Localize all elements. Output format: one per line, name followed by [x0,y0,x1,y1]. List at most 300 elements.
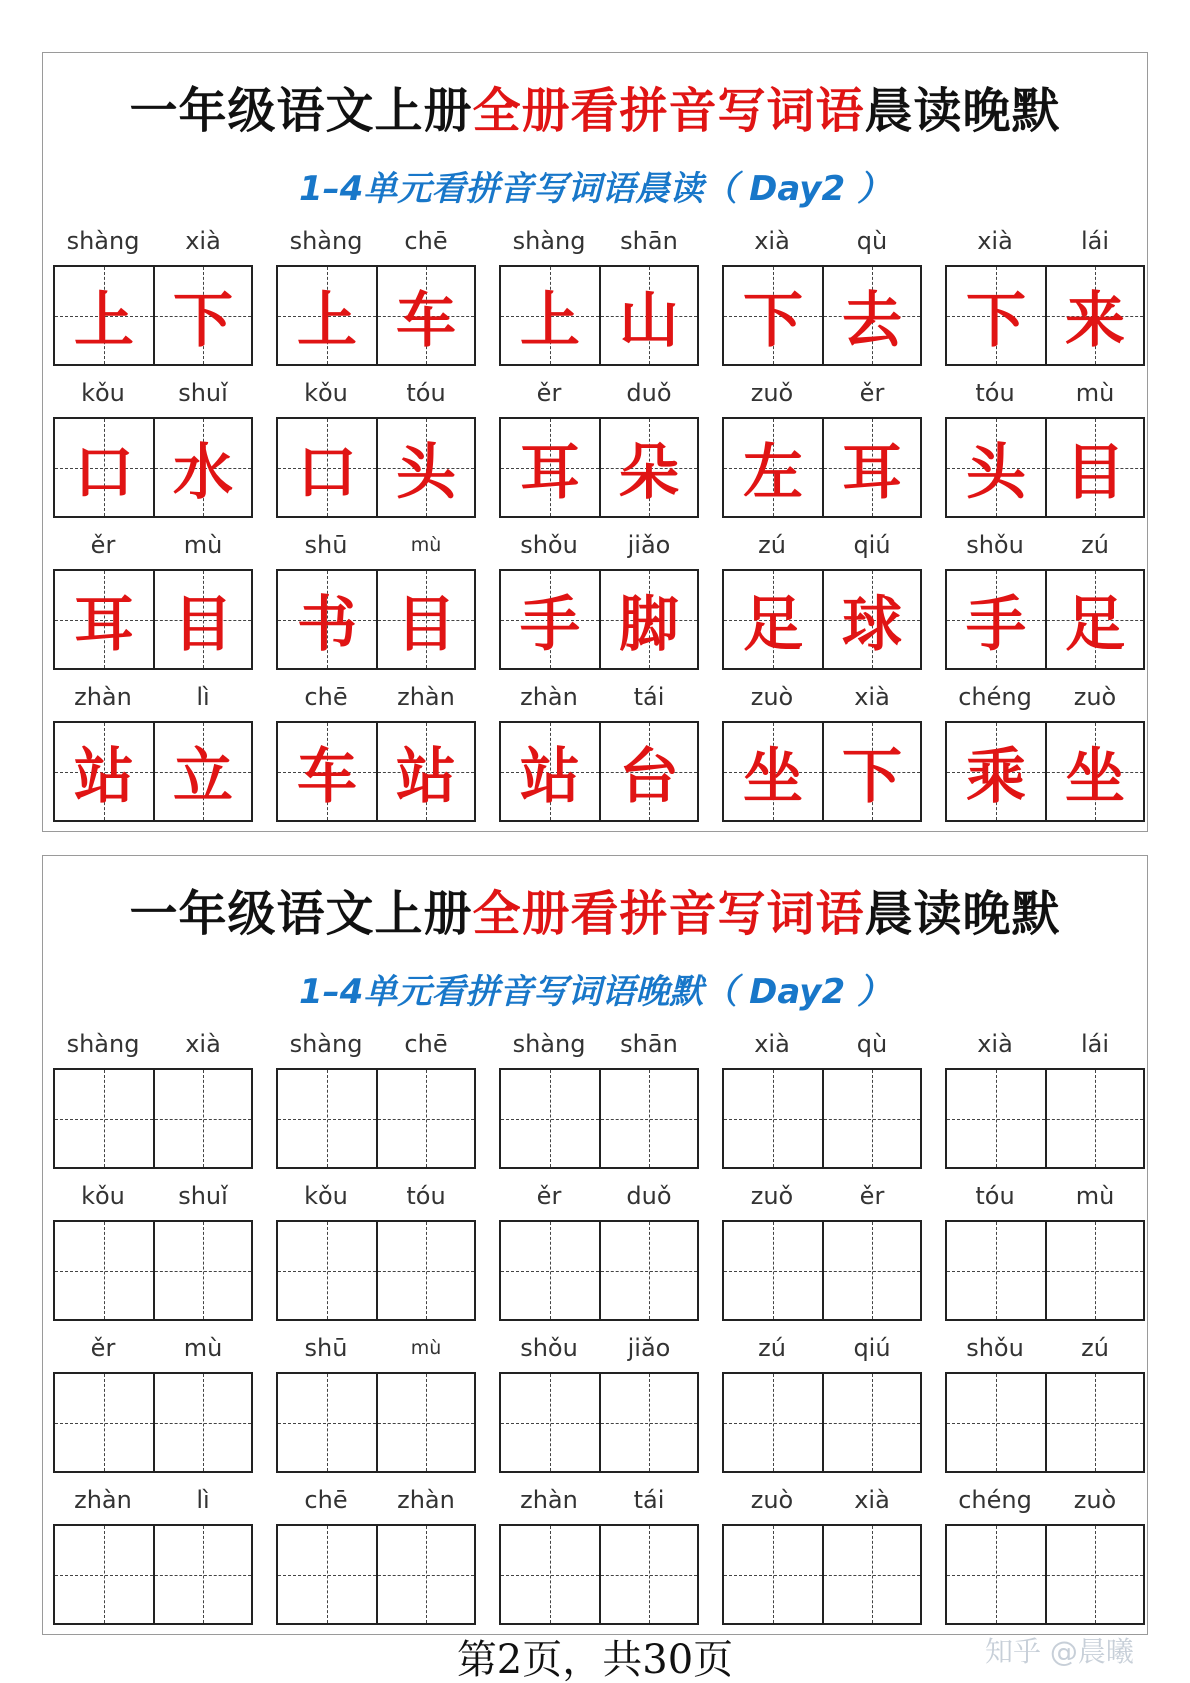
hanzi-character: 坐 [1065,741,1125,812]
pinyin-syllable: tóu [406,379,446,407]
tianzige-pair [722,1372,922,1473]
hanzi-character: 去 [842,285,902,356]
pinyin-syllable: chéng [958,683,1032,711]
word-cell [53,373,253,519]
pinyin-syllable: qiú [853,531,891,559]
tianzige-box [278,267,376,364]
word-cell [499,677,699,823]
pinyin-syllable: chéng [958,1486,1032,1514]
hanzi-character: 下 [173,285,233,356]
pinyin-syllable: xià [185,1030,221,1058]
tianzige-box[interactable] [376,1526,474,1623]
pinyin-syllable: jiǎo [627,531,671,559]
pinyin-syllable: xià [854,683,890,711]
pinyin-syllable: shàng [66,227,140,255]
tianzige-box[interactable] [822,1070,920,1167]
tianzige-pair [722,1068,922,1169]
tianzige-box[interactable] [376,1374,474,1471]
word-cell [276,525,476,671]
word-grid [53,1024,1143,1630]
tianzige-pair [945,265,1145,366]
word-cell [722,1328,922,1474]
word-cell [722,1024,922,1170]
word-cell [945,1176,1145,1322]
hanzi-character: 站 [520,741,580,812]
pinyin-syllable: mù [1075,379,1115,407]
hanzi-character: 手 [966,589,1026,660]
tianzige-box [724,419,822,516]
word-cell [945,1024,1145,1170]
pinyin-row [276,1328,476,1368]
tianzige-box[interactable] [947,1222,1045,1319]
tianzige-box[interactable] [153,1374,251,1471]
hanzi-character: 目 [173,589,233,660]
pinyin-syllable: mù [1075,1182,1115,1210]
sheet-subtitle: 1–4单元看拼音写词语晚默（ Day2 ） [299,972,891,1012]
word-cell [722,1176,922,1322]
hanzi-character: 车 [297,741,357,812]
pinyin-syllable: shuǐ [178,379,228,407]
word-cell [499,1480,699,1626]
word-grid [53,221,1143,827]
pinyin-syllable: xià [854,1486,890,1514]
page-number: 第2页，共30页 [456,1637,734,1683]
tianzige-box [599,419,697,516]
pinyin-row [53,1024,253,1064]
pinyin-row [53,677,253,717]
pinyin-row [722,221,922,261]
tianzige-pair [499,1372,699,1473]
pinyin-syllable: shū [304,531,348,559]
tianzige-box[interactable] [724,1526,822,1623]
pinyin-row [945,677,1145,717]
pinyin-syllable: zhàn [520,1486,578,1514]
word-cell [722,1480,922,1626]
sheet-title [43,884,1147,944]
tianzige-box [376,267,474,364]
pinyin-row [53,1328,253,1368]
hanzi-character: 球 [842,589,902,660]
pinyin-syllable: zú [758,531,786,559]
pinyin-row [945,525,1145,565]
pinyin-syllable: tóu [406,1182,446,1210]
pinyin-syllable: qù [856,227,888,255]
pinyin-row [722,677,922,717]
title-prefix: 一年级语文上册 [129,886,473,942]
pinyin-syllable: duǒ [626,379,672,407]
hanzi-character: 上 [297,285,357,356]
word-cell [722,373,922,519]
hanzi-character: 口 [297,437,357,508]
pinyin-syllable: kǒu [81,1182,125,1210]
hanzi-character: 手 [520,589,580,660]
tianzige-box [55,267,153,364]
pinyin-syllable: zhàn [74,1486,132,1514]
pinyin-syllable: ěr [536,379,562,407]
tianzige-box[interactable] [1045,1070,1143,1167]
tianzige-pair [499,1524,699,1625]
hanzi-character: 乘 [966,741,1026,812]
pinyin-row [499,525,699,565]
pinyin-row [722,1480,922,1520]
hanzi-character: 山 [619,285,679,356]
pinyin-syllable: xià [754,1030,790,1058]
tianzige-box[interactable] [501,1526,599,1623]
tianzige-box[interactable] [947,1070,1045,1167]
word-cell [276,221,476,367]
pinyin-row [945,1176,1145,1216]
tianzige-pair [722,265,922,366]
pinyin-syllable: shǒu [520,1334,578,1362]
tianzige-pair [722,569,922,670]
tianzige-box [947,419,1045,516]
tianzige-box [599,723,697,820]
pinyin-syllable: zuǒ [750,379,794,407]
tianzige-box[interactable] [947,1526,1045,1623]
hanzi-character: 口 [74,437,134,508]
tianzige-box[interactable] [724,1070,822,1167]
pinyin-syllable: zuò [750,683,794,711]
tianzige-box[interactable] [501,1070,599,1167]
tianzige-box[interactable] [599,1526,697,1623]
pinyin-row [499,373,699,413]
tianzige-pair [499,417,699,518]
tianzige-box [153,723,251,820]
word-cell [945,373,1145,519]
pinyin-syllable: zú [758,1334,786,1362]
word-cell [53,1480,253,1626]
tianzige-pair [276,1524,476,1625]
pinyin-syllable: zhàn [397,683,455,711]
pinyin-syllable: zhàn [397,1486,455,1514]
tianzige-pair [499,721,699,822]
pinyin-syllable: shān [620,227,678,255]
pinyin-row [499,1176,699,1216]
hanzi-character: 水 [173,437,233,508]
tianzige-pair [722,1220,922,1321]
hanzi-character: 左 [743,437,803,508]
hanzi-character: 下 [966,285,1026,356]
pinyin-syllable: xià [977,227,1013,255]
hanzi-character: 来 [1065,285,1125,356]
word-cell [945,525,1145,671]
hanzi-character: 台 [619,741,679,812]
pinyin-row [276,525,476,565]
pinyin-syllable: kǒu [304,379,348,407]
pinyin-syllable: ěr [859,1182,885,1210]
sheet-subtitle: 1–4单元看拼音写词语晨读（ Day2 ） [299,169,891,209]
hanzi-character: 耳 [520,437,580,508]
hanzi-character: 脚 [619,589,679,660]
pinyin-syllable: ěr [90,1334,116,1362]
hanzi-character: 下 [842,741,902,812]
pinyin-syllable: zuǒ [750,1182,794,1210]
tianzige-box[interactable] [153,1070,251,1167]
tianzige-box [724,267,822,364]
pinyin-syllable: zuò [1073,683,1117,711]
pinyin-syllable: zú [1081,531,1109,559]
hanzi-character: 上 [520,285,580,356]
pinyin-syllable: shàng [512,227,586,255]
tianzige-box [1045,267,1143,364]
tianzige-box[interactable] [55,1526,153,1623]
tianzige-pair [276,1068,476,1169]
word-cell [499,1024,699,1170]
word-cell [53,1328,253,1474]
hanzi-character: 站 [74,741,134,812]
pinyin-syllable: shǒu [966,1334,1024,1362]
word-cell [499,525,699,671]
hanzi-character: 上 [74,285,134,356]
pinyin-row [722,373,922,413]
tianzige-box [822,571,920,668]
tianzige-box [822,723,920,820]
tianzige-pair [53,417,253,518]
pinyin-syllable: shàng [512,1030,586,1058]
hanzi-character: 站 [396,741,456,812]
tianzige-pair [945,1524,1145,1625]
tianzige-pair [499,1220,699,1321]
tianzige-box [55,419,153,516]
tianzige-box[interactable] [376,1070,474,1167]
pinyin-row [722,1328,922,1368]
pinyin-syllable: chē [304,1486,348,1514]
tianzige-pair [722,417,922,518]
tianzige-pair [945,721,1145,822]
pinyin-syllable: mù [410,534,442,556]
tianzige-pair [945,1068,1145,1169]
word-cell [945,677,1145,823]
pinyin-row [276,373,476,413]
tianzige-box [501,267,599,364]
tianzige-box[interactable] [1045,1374,1143,1471]
pinyin-syllable: lì [196,683,210,711]
pinyin-row [276,221,476,261]
tianzige-box [822,267,920,364]
tianzige-box [599,571,697,668]
word-cell [945,1328,1145,1474]
pinyin-syllable: shān [620,1030,678,1058]
tianzige-box[interactable] [55,1222,153,1319]
tianzige-pair [499,265,699,366]
tianzige-box[interactable] [822,1526,920,1623]
pinyin-row [722,1024,922,1064]
pinyin-row [53,525,253,565]
word-cell [276,1176,476,1322]
tianzige-box [153,419,251,516]
pinyin-row [945,1328,1145,1368]
word-cell [53,1024,253,1170]
tianzige-box [947,571,1045,668]
pinyin-row [945,221,1145,261]
tianzige-pair [276,721,476,822]
tianzige-box [153,571,251,668]
tianzige-box[interactable] [599,1222,697,1319]
tianzige-box[interactable] [724,1374,822,1471]
tianzige-box[interactable] [822,1222,920,1319]
pinyin-row [276,677,476,717]
pinyin-syllable: lái [1080,1030,1110,1058]
word-cell [499,1328,699,1474]
tianzige-box[interactable] [153,1526,251,1623]
tianzige-box [278,723,376,820]
tianzige-box[interactable] [822,1374,920,1471]
pinyin-row [276,1024,476,1064]
word-cell [722,525,922,671]
tianzige-pair [945,569,1145,670]
pinyin-syllable: duǒ [626,1182,672,1210]
tianzige-box [724,571,822,668]
pinyin-syllable: chē [404,1030,448,1058]
pinyin-row [53,1176,253,1216]
sheet-title [43,81,1147,141]
pinyin-row [276,1480,476,1520]
tianzige-box[interactable] [599,1070,697,1167]
word-cell [722,221,922,367]
hanzi-character: 车 [396,285,456,356]
pinyin-syllable: xià [754,227,790,255]
tianzige-box[interactable] [55,1070,153,1167]
pinyin-row [499,221,699,261]
tianzige-box[interactable] [599,1374,697,1471]
pinyin-row [722,525,922,565]
pinyin-row [53,221,253,261]
pinyin-syllable: qù [856,1030,888,1058]
tianzige-box [1045,571,1143,668]
pinyin-syllable: kǒu [81,379,125,407]
tianzige-pair [722,1524,922,1625]
tianzige-box [278,419,376,516]
pinyin-row [499,1328,699,1368]
pinyin-syllable: zuò [1073,1486,1117,1514]
hanzi-character: 头 [966,437,1026,508]
hanzi-character: 坐 [743,741,803,812]
hanzi-character: 目 [1065,437,1125,508]
pinyin-row [499,1480,699,1520]
word-cell [722,677,922,823]
word-cell [276,1480,476,1626]
tianzige-pair [945,417,1145,518]
tianzige-pair [53,1068,253,1169]
pinyin-syllable: ěr [90,531,116,559]
pinyin-syllable: tóu [975,1182,1015,1210]
word-cell [53,677,253,823]
word-cell [53,1176,253,1322]
evening-dictation-sheet [42,855,1148,1635]
tianzige-box [947,723,1045,820]
word-cell [276,677,476,823]
pinyin-row [499,677,699,717]
tianzige-box [947,267,1045,364]
hanzi-character: 朵 [619,437,679,508]
hanzi-character: 耳 [74,589,134,660]
tianzige-box[interactable] [278,1374,376,1471]
pinyin-syllable: tóu [975,379,1015,407]
hanzi-character: 耳 [842,437,902,508]
tianzige-box [55,571,153,668]
pinyin-syllable: shàng [289,1030,363,1058]
tianzige-pair [945,1220,1145,1321]
word-cell [499,221,699,367]
word-cell [499,1176,699,1322]
hanzi-character: 足 [743,589,803,660]
tianzige-box[interactable] [501,1222,599,1319]
pinyin-row [945,1480,1145,1520]
word-cell [276,1024,476,1170]
tianzige-box [822,419,920,516]
pinyin-syllable: ěr [536,1182,562,1210]
tianzige-box [501,571,599,668]
tianzige-box[interactable] [947,1374,1045,1471]
tianzige-box[interactable] [278,1222,376,1319]
tianzige-box[interactable] [153,1222,251,1319]
pinyin-syllable: mù [410,1337,442,1359]
word-cell [276,1328,476,1474]
pinyin-syllable: shǒu [520,531,578,559]
tianzige-box[interactable] [724,1222,822,1319]
tianzige-box [376,723,474,820]
pinyin-row [722,1176,922,1216]
pinyin-syllable: xià [977,1030,1013,1058]
pinyin-row [276,1176,476,1216]
title-highlight: 全册看拼音写词语 [472,83,865,139]
pinyin-syllable: qiú [853,1334,891,1362]
pinyin-syllable: chē [304,683,348,711]
word-cell [499,373,699,519]
tianzige-box [501,723,599,820]
pinyin-row [53,1480,253,1520]
tianzige-box [278,571,376,668]
tianzige-box[interactable] [278,1070,376,1167]
tianzige-pair [53,569,253,670]
pinyin-syllable: zuò [750,1486,794,1514]
title-suffix: 晨读晚默 [864,886,1061,942]
pinyin-syllable: shǒu [966,531,1024,559]
title-prefix: 一年级语文上册 [129,83,473,139]
tianzige-box[interactable] [55,1374,153,1471]
pinyin-syllable: mù [183,1334,223,1362]
pinyin-syllable: zhàn [74,683,132,711]
tianzige-pair [499,1068,699,1169]
tianzige-box [376,571,474,668]
tianzige-pair [53,1372,253,1473]
word-cell [945,1480,1145,1626]
tianzige-box[interactable] [1045,1526,1143,1623]
pinyin-syllable: shàng [66,1030,140,1058]
tianzige-box [1045,419,1143,516]
tianzige-box[interactable] [501,1374,599,1471]
morning-reading-sheet [42,52,1148,832]
title-suffix: 晨读晚默 [864,83,1061,139]
pinyin-row [53,373,253,413]
pinyin-syllable: tái [633,683,665,711]
word-cell [945,221,1145,367]
tianzige-pair [276,1372,476,1473]
tianzige-pair [276,265,476,366]
tianzige-box[interactable] [278,1526,376,1623]
pinyin-row [945,1024,1145,1064]
pinyin-syllable: chē [404,227,448,255]
watermark: 知乎 @晨曦 [985,1635,1134,1668]
tianzige-box[interactable] [376,1222,474,1319]
pinyin-syllable: lái [1080,227,1110,255]
tianzige-pair [53,265,253,366]
hanzi-character: 头 [396,437,456,508]
pinyin-syllable: zhàn [520,683,578,711]
pinyin-syllable: ěr [859,379,885,407]
tianzige-box [153,267,251,364]
tianzige-box[interactable] [1045,1222,1143,1319]
